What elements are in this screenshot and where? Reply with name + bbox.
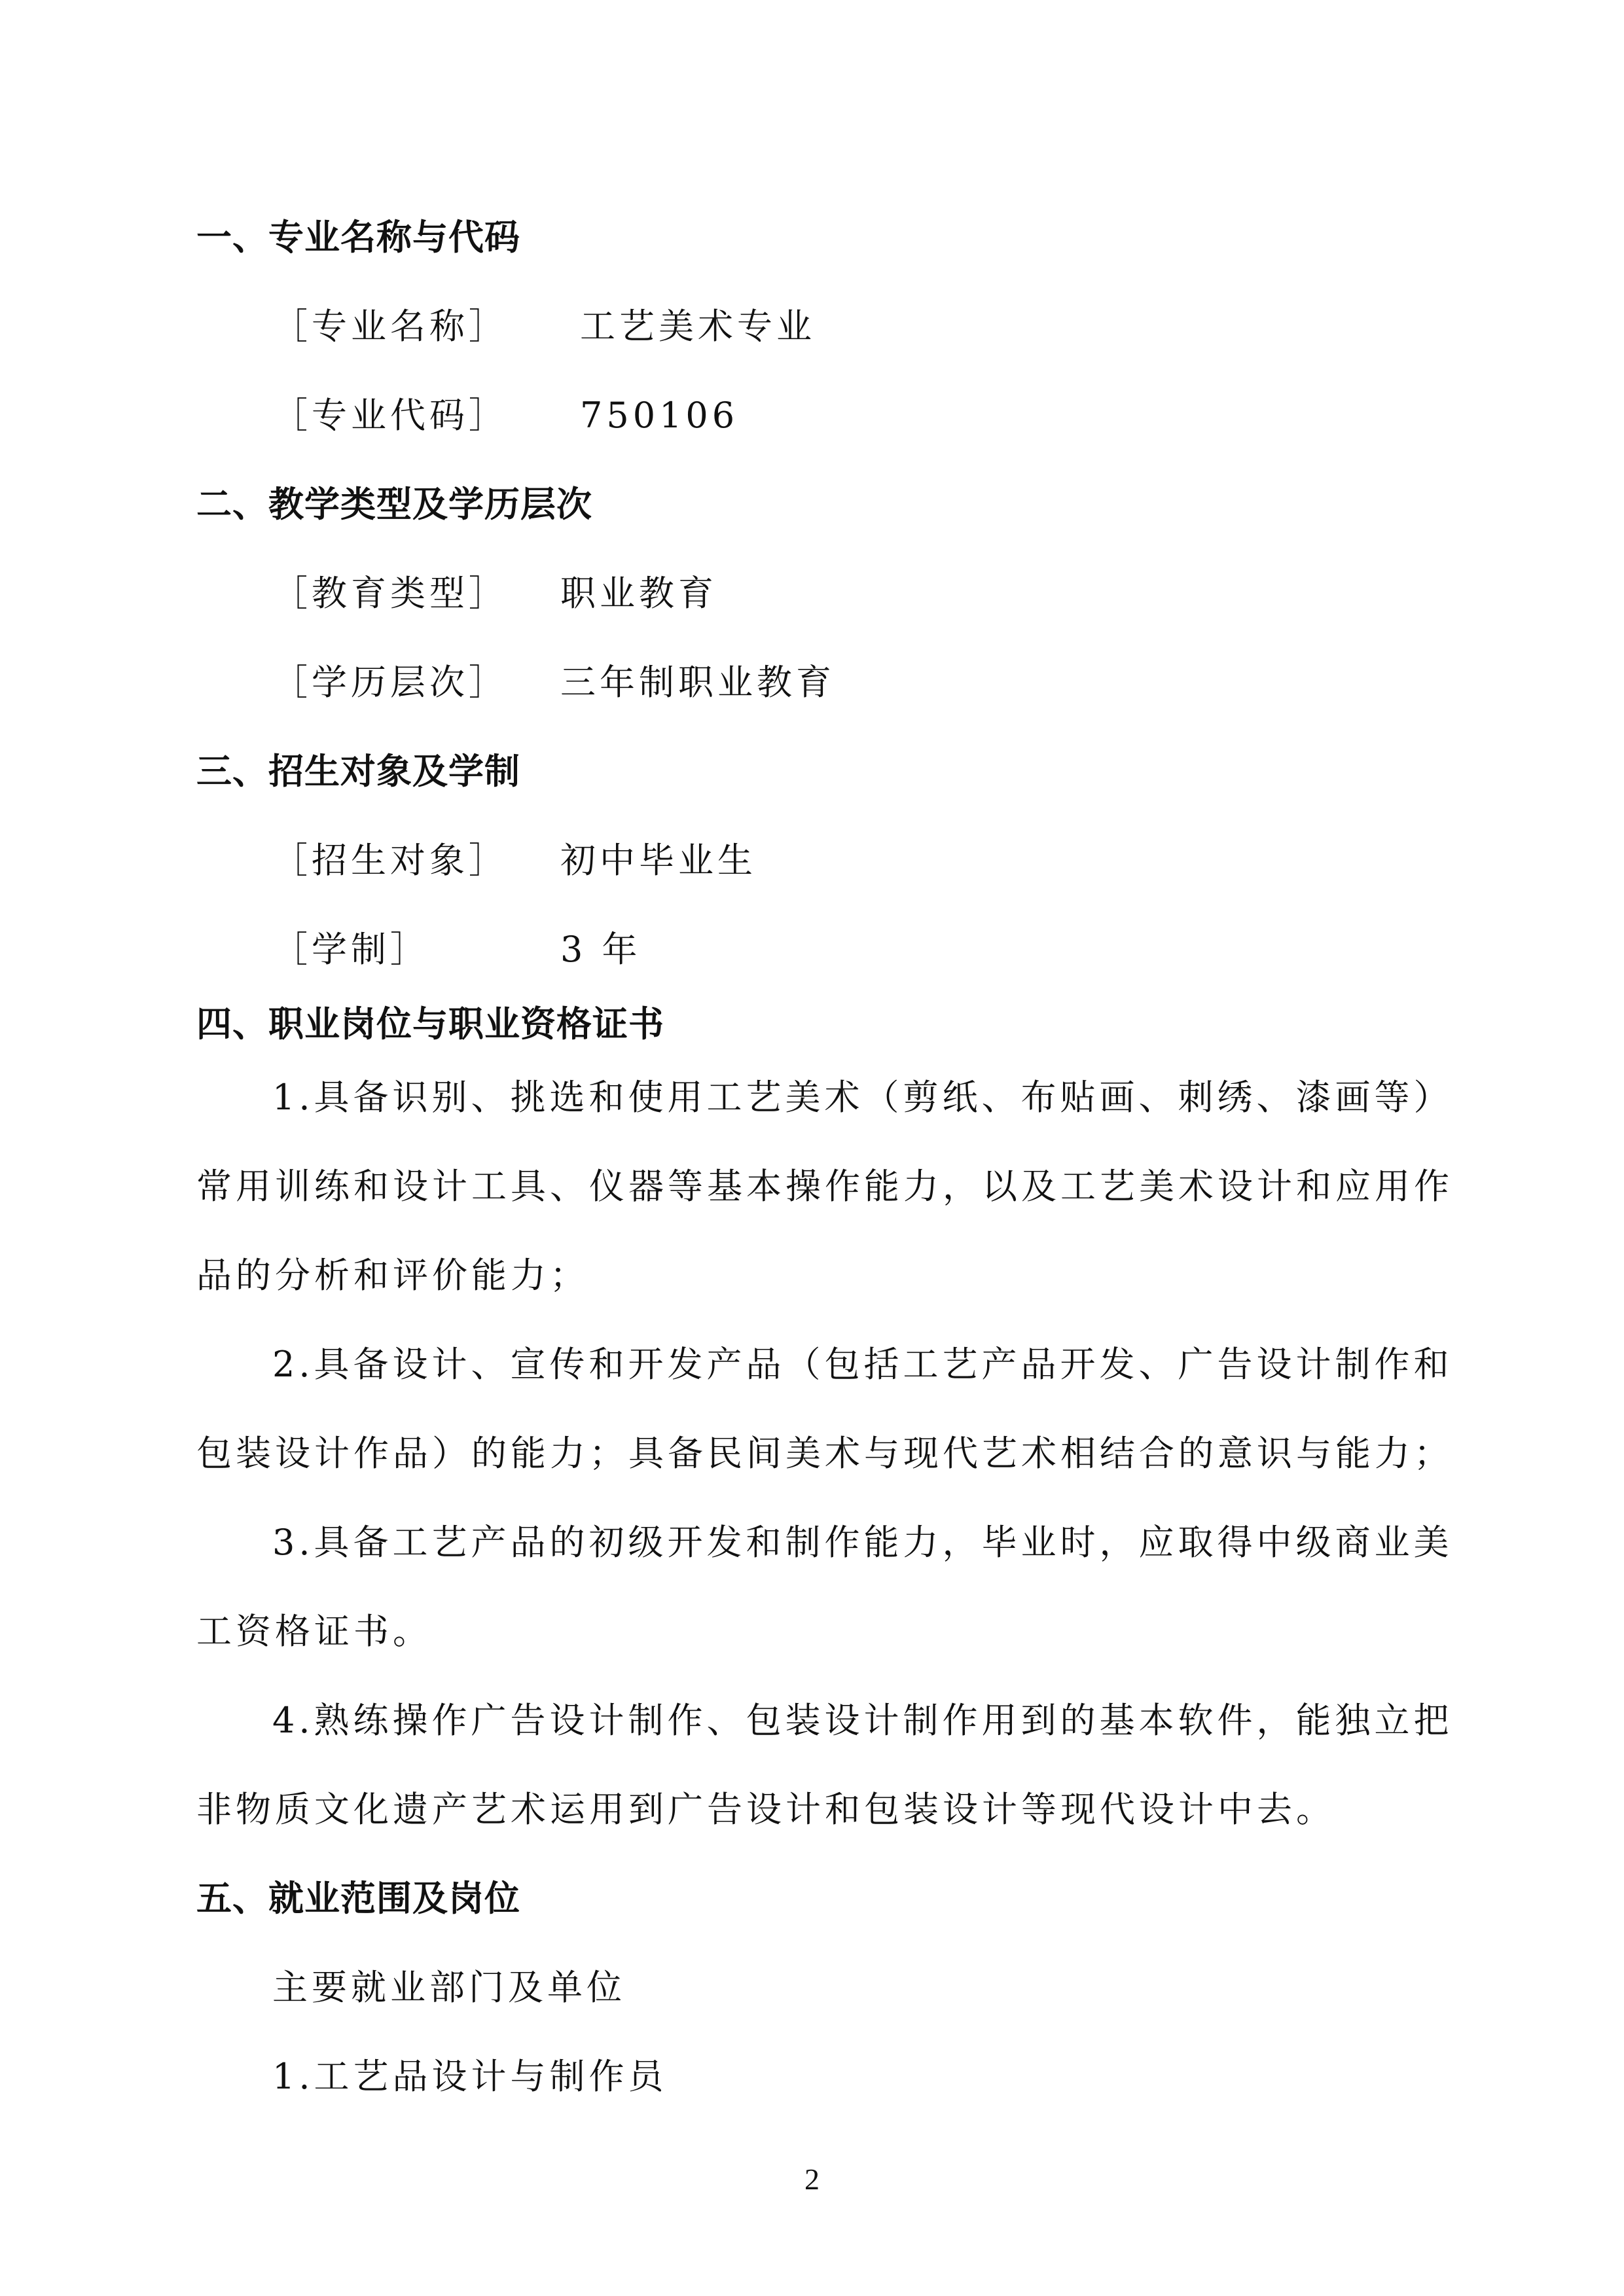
row-label: ［招生对象］ [272, 840, 508, 881]
section-heading-education-type: 二、教学类型及学历层次 [196, 484, 592, 525]
section-heading-name-code: 一、专业名称与代码 [196, 217, 520, 258]
page-number: 2 [804, 2162, 820, 2196]
row-label: ［学历层次］ [272, 662, 508, 703]
info-row-duration [272, 927, 641, 973]
row-value: 三年制职业教育 [560, 662, 835, 703]
employment-item-1: 1.工艺品设计与制作员 [272, 2056, 668, 2097]
row-value: 工艺美术专业 [580, 306, 816, 347]
row-value: 3 年 [560, 929, 641, 970]
paragraph-line: 工资格证书。 [196, 1611, 432, 1652]
info-row-education-type [272, 571, 717, 617]
section-heading-enrollment: 三、招生对象及学制 [196, 751, 520, 792]
row-label: ［专业名称］ [272, 306, 508, 347]
row-label: ［专业代码］ [272, 395, 508, 436]
info-row-major-code [272, 393, 739, 439]
paragraph-line: 包装设计作品）的能力；具备民间美术与现代艺术相结合的意识与能力； [196, 1433, 1453, 1474]
row-value: 750106 [580, 395, 739, 436]
paragraph-line: 2.具备设计、宣传和开发产品（包括工艺产品开发、广告设计制作和 [272, 1344, 1453, 1385]
row-value: 职业教育 [560, 573, 717, 614]
row-label: ［教育类型］ [272, 573, 508, 614]
paragraph-line: 非物质文化遗产艺术运用到广告设计和包装设计等现代设计中去。 [196, 1789, 1335, 1830]
paragraph-line: 3.具备工艺产品的初级开发和制作能力，毕业时，应取得中级商业美 [272, 1522, 1453, 1563]
info-row-major-name [272, 304, 816, 350]
info-row-education-level [272, 660, 835, 706]
paragraph-line: 常用训练和设计工具、仪器等基本操作能力，以及工艺美术设计和应用作 [196, 1166, 1453, 1207]
row-value: 初中毕业生 [560, 840, 757, 881]
section-heading-career-certificates: 四、职业岗位与职业资格证书 [196, 1003, 664, 1045]
row-label: ［学制］ [272, 929, 429, 970]
section-heading-employment: 五、就业范围及岗位 [196, 1878, 520, 1919]
paragraph-line: 品的分析和评价能力； [196, 1255, 589, 1296]
paragraph-line: 1.具备识别、挑选和使用工艺美术（剪纸、布贴画、刺绣、漆画等） [272, 1077, 1453, 1118]
info-row-enrollment-target [272, 838, 757, 884]
paragraph-line: 4.熟练操作广告设计制作、包装设计制作用到的基本软件，能独立把 [272, 1700, 1453, 1741]
employment-intro: 主要就业部门及单位 [272, 1967, 626, 2008]
